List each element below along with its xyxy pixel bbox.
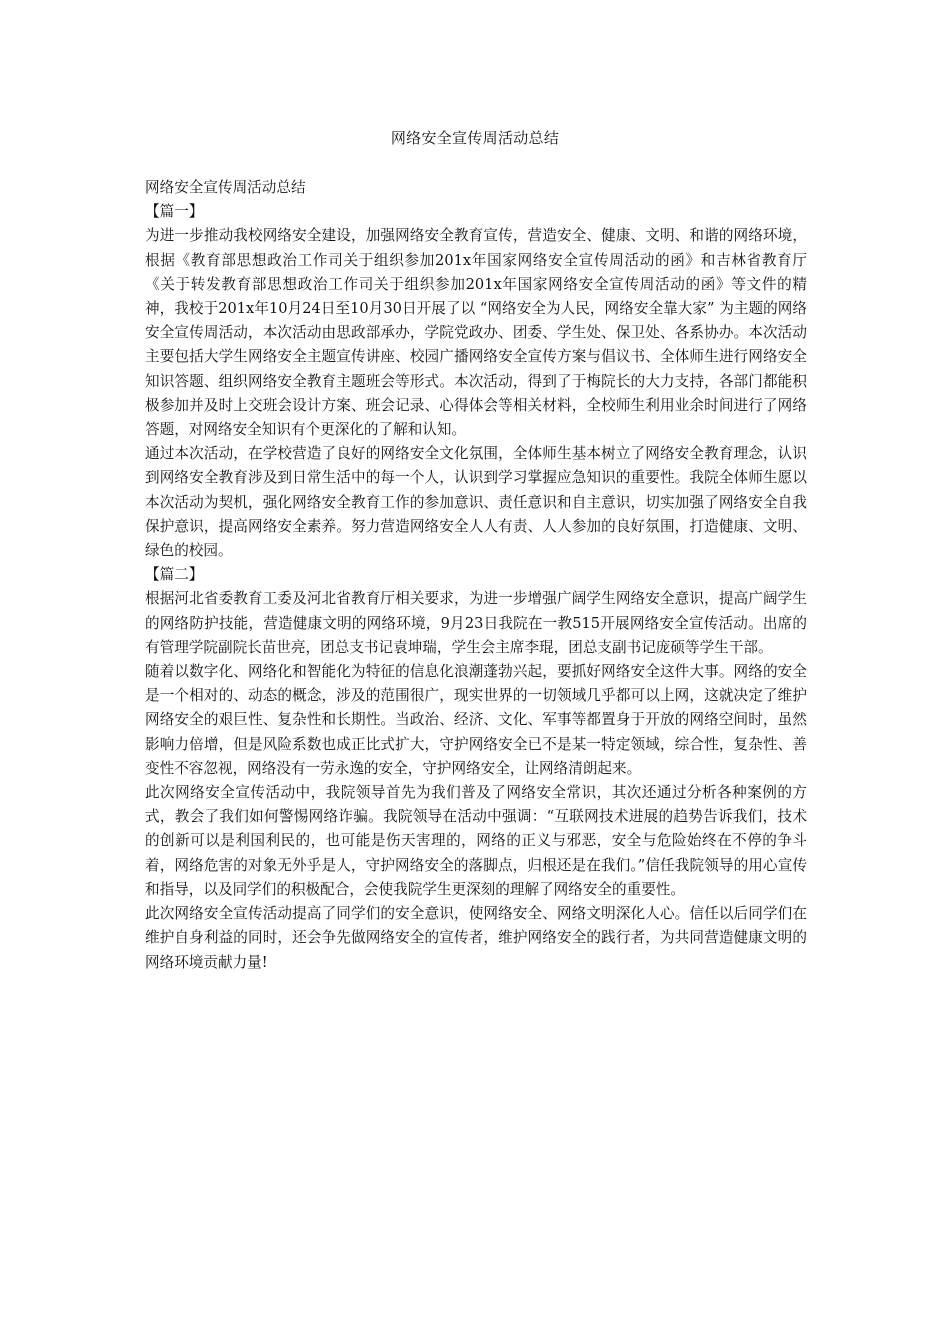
document-title: 网络安全宣传周活动总结 (390, 129, 560, 147)
section-heading-2: 【篇二】 (145, 566, 204, 584)
section-heading-1: 【篇一】 (145, 203, 204, 221)
paragraph: 根据河北省委教育工委及河北省教育厅相关要求，为进一步增强广阔学生网络安全意识，提高广阔学生的网络防护技能，营造健康文明的网络环境，9月23日我院在一教515开展网络安全宣传活动。出席的有管理学院副院长苗世亮，团总支书记袁坤瑞，学生会主席李琨，团总支副书记庞硕等学生干部。 (145, 590, 807, 656)
paragraph: 此次网络安全宣传活动中，我院领导首先为我们普及了网络安全常识，其次还通过分析各种案例的方式，教会了我们如何警惕网络诈骗。我院领导在活动中强调：“互联网技术进展的趋势告诉我们，技术的创新可以是利国利民的，也可能是伤天害理的，网络的正义与邪恶，安全与危险始终在不停的争斗着，网络危害的对象无外乎是人，守护网络安全的落脚点，归根还是在我们。”信任我院领导的用心宣传和指导，以及同学们的积极配合，会使我院学生更深刻的理解了网络安全的重要性。 (145, 784, 807, 898)
paragraph: 为进一步推动我校网络安全建设，加强网络安全教育宣传，营造安全、健康、文明、和谐的网络环境，根据《教育部思想政治工作司关于组织参加201x年国家网络安全宣传周活动的函》和吉林省教育厅《关于转发教育部思想政治工作司关于组织参加201x年国家网络安全宣传周活动的函》等文件的精神，我校于201x年10月24日至10月30日开展了以 “网络安全为人民，网络安全靠大家” 为主题的网络安全宣传周活动，本次活动由思政部承办，学院党政办、团委、学生处、保卫处、各系协办。本次活动主要包括大学生网络安全主题宣传讲座、校园广播网络安全宣传方案与倡议书、全体师生进行网络安全知识答题、组织网络安全教育主题班会等形式。本次活动，得到了于梅院长的大力支持，各部门都能积极参加并及时上交班会设计方案、班会记录、心得体会等相关材料，全校师生利用业余时间进行了网络答题，对网络安全知识有个更深化的了解和认知。 (145, 227, 807, 439)
paragraph: 通过本次活动，在学校营造了良好的网络安全文化氛围，全体师生基本树立了网络安全教育理念，认识到网络安全教育涉及到日常生活中的每一个人，认识到学习掌握应急知识的重要性。我院全体师生愿以本次活动为契机，强化网络安全教育工作的参加意识、责任意识和自主意识，切实加强了网络安全自我保护意识，提高网络安全素养。努力营造网络安全人人有责、人人参加的良好氛围，打造健康、文明、绿色的校园。 (145, 445, 807, 560)
paragraph: 随着以数字化、网络化和智能化为特征的信息化浪潮蓬勃兴起，要抓好网络安全这件大事。网络的安全是一个相对的、动态的概念，涉及的范围很广，现实世界的一切领域几乎都可以上网，这就决定了维护网络安全的艰巨性、复杂性和长期性。当政治、经济、文化、军事等都置身于开放的网络空间时，虽然影响力倍增，但是风险系数也成正比式扩大，守护网络安全已不是某一特定领域，综合性，复杂性、善变性不容忽视，网络没有一劳永逸的安全，守护网络安全，让网络清朗起来。 (145, 663, 807, 777)
document-body (145, 176, 807, 975)
paragraph: 此次网络安全宣传活动提高了同学们的安全意识，使网络安全、网络文明深化人心。信任以后同学们在维护自身利益的同时，还会争先做网络安全的宣传者，维护网络安全的践行者，为共同营造健康文明的网络环境贡献力量! (145, 905, 807, 971)
document-subtitle: 网络安全宣传周活动总结 (145, 179, 306, 196)
